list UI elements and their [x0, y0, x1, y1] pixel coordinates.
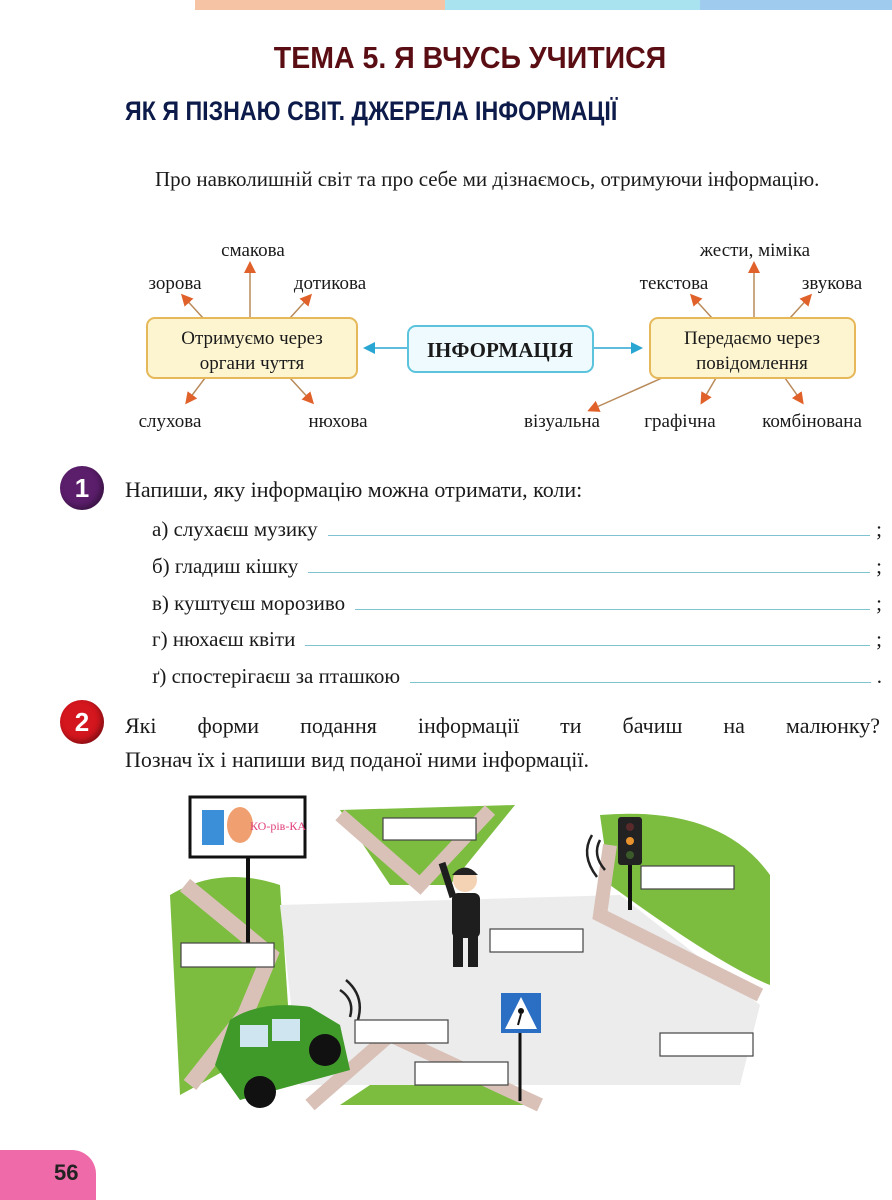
- label-touch: дотикова: [293, 273, 367, 294]
- item-end: ;: [876, 517, 882, 541]
- label-sound: звукова: [801, 273, 863, 294]
- label-combined: комбінована: [762, 411, 862, 432]
- answer-box[interactable]: [383, 818, 476, 840]
- left-box-line2: органи чуття: [199, 353, 305, 374]
- task-1-badge: 1: [60, 466, 104, 510]
- header-bar-peach: [195, 0, 445, 10]
- label-graphic: графічна: [644, 411, 716, 432]
- answer-box[interactable]: [181, 943, 274, 967]
- billboard-text: КО-рів-КА: [249, 819, 307, 833]
- answer-line[interactable]: [410, 681, 871, 683]
- item-label: а) слухаєш музику: [152, 517, 318, 541]
- header-bar-cyan: [445, 0, 700, 10]
- theme-title: ТЕМА 5. Я ВЧУСЬ УЧИТИСЯ: [273, 40, 667, 75]
- label-text: текстова: [639, 273, 709, 294]
- task-1-item-b: [152, 545, 882, 579]
- information-diagram: [0, 230, 892, 440]
- label-visual: зорова: [148, 273, 202, 294]
- label-taste: смакова: [221, 240, 285, 261]
- street-illustration: [160, 785, 790, 1115]
- task-2-badge: 2: [60, 700, 104, 744]
- answer-box[interactable]: [355, 1020, 448, 1043]
- answer-line[interactable]: [305, 644, 870, 646]
- left-box-line1: Отримуємо через: [181, 328, 323, 349]
- answer-box[interactable]: [641, 866, 734, 889]
- task-1-item-v: [152, 582, 882, 616]
- item-label: г) нюхаєш квіти: [152, 627, 296, 651]
- page-number: 56: [54, 1160, 79, 1185]
- answer-line[interactable]: [308, 571, 870, 573]
- item-end: ;: [876, 591, 882, 615]
- item-end: .: [876, 664, 882, 688]
- item-label: ґ) спостерігаєш за пташкою: [152, 664, 401, 688]
- task-1-prompt: Напиши, яку інформацію можна отримати, коли:: [125, 477, 583, 502]
- task-1-item-h: [152, 618, 882, 652]
- label-hearing: слухова: [138, 411, 202, 432]
- task-2-line1: Які форми подання інформації ти бачиш на малюнку?: [125, 713, 880, 738]
- item-label: в) куштуєш морозиво: [152, 591, 346, 615]
- answer-line[interactable]: [355, 608, 870, 610]
- answer-box[interactable]: [660, 1033, 753, 1056]
- right-box-line2: повідомлення: [696, 353, 808, 374]
- center-label: ІНФОРМАЦІЯ: [426, 338, 574, 362]
- item-end: ;: [876, 554, 882, 578]
- answer-box[interactable]: [415, 1062, 508, 1085]
- answer-box[interactable]: [490, 929, 583, 952]
- label-gestures: жести, міміка: [699, 240, 811, 261]
- task-2-line2: Познач їх і напиши вид поданої ними інформації.: [125, 747, 589, 772]
- answer-line[interactable]: [328, 534, 871, 536]
- task-1-item-a: [152, 508, 882, 542]
- item-label: б) гладиш кішку: [152, 554, 299, 578]
- intro-paragraph: Про навколишній світ та про себе ми дізнаємось, отримуючи інформацію.: [155, 167, 820, 191]
- label-visual-msg: візуальна: [524, 411, 600, 432]
- item-end: ;: [876, 627, 882, 651]
- task-1-item-g: [152, 655, 882, 689]
- page-number-tab: [0, 1150, 96, 1200]
- lesson-title: ЯК Я ПІЗНАЮ СВІТ. ДЖЕРЕЛА ІНФОРМАЦІЇ: [125, 96, 618, 126]
- header-bar-blue: [700, 0, 892, 10]
- right-box-line1: Передаємо через: [683, 328, 821, 349]
- label-smell: нюхова: [308, 411, 368, 432]
